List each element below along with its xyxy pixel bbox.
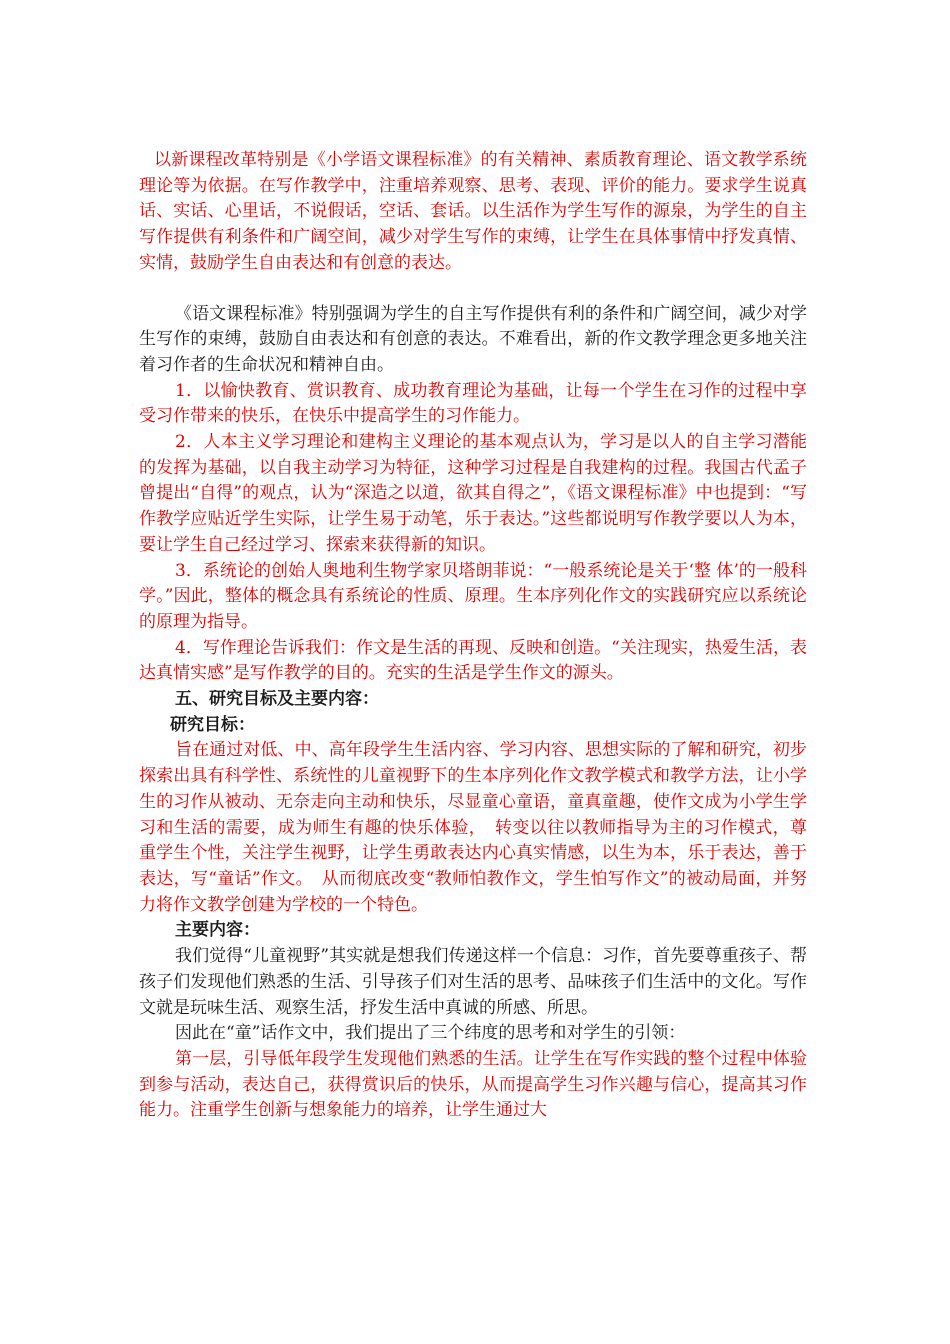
- paragraph-standard: 《语文课程标准》特别强调为学生的自主写作提供有利的条件和广阔空间，减少对学生写作的束缚，鼓励自由表达和有创意的表达。不难看出，新的作文教学理念更多地关注着习作者的生命状况和精神自由。: [139, 303, 807, 375]
- content-label: 主要内容：: [175, 920, 260, 941]
- paragraph-gap: [139, 277, 807, 302]
- list-item-3: 3．系统论的创始人奥地利生物学家贝塔朗菲说：“一般系统论是关于‘整 体’的一般科学。”因此，整体的概念具有系统论的性质、原理。生本序列化作文的实践研究应以系统论的原理为指导。: [139, 560, 807, 632]
- list-item-1: 1．以愉快教育、赏识教育、成功教育理论为基础，让每一个学生在习作的过程中享受习作带来的快乐，在快乐中提高学生的习作能力。: [139, 380, 807, 427]
- content-paragraph-1: 我们觉得“儿童视野”其实就是想我们传递这样一个信息：习作，首先要尊重孩子、帮孩子们发现他们熟悉的生活、引导孩子们对生活的思考、品味孩子们生活中的文化。写作文就是玩味生活、观察生活，抒发生活中真诚的所感、所思。: [139, 946, 807, 1018]
- goal-label: 研究目标：: [170, 714, 255, 735]
- content-paragraph-2: 因此在“童”话作文中，我们提出了三个纬度的思考和对学生的引领：: [175, 1023, 686, 1044]
- document-body: [139, 148, 807, 1124]
- section-heading: 五、研究目标及主要内容：: [175, 689, 379, 710]
- goal-text: 旨在通过对低、中、高年段学生生活内容、学习内容、思想实际的了解和研究，初步探索出具有科学性、系统性的儿童视野下的生本序列化作文教学模式和教学方法，让小学生的习作从被动、无奈走向主动和快乐，尽显童心童语，童真童趣，使作文成为小学生学习和生活的需要，成为师生有趣的快乐体验， 转变以往以教师指导为主的习作模式，尊重学生个性，关注学生视野，让学生勇敢表达内心真实情感，以生为本，乐于表达，善于表达，写“童话”作文。 从而彻底改变“教师怕教作文，学生怕写作文”的被动局面，并努力将作文教学创建为学校的一个特色。: [139, 740, 807, 915]
- list-item-2: 2．人本主义学习理论和建构主义理论的基本观点认为，学习是以人的自主学习潜能的发挥为基础，以自我主动学习为特征，这种学习过程是自我建构的过程。我国古代孟子曾提出“自得”的观点，认为“深造之以道，欲其自得之”，《语文课程标准》中也提到：“写作教学应贴近学生实际，让学生易于动笔，乐于表达。”这些都说明写作教学要以人为本，要让学生自己经过学习、探索来获得新的知识。: [139, 432, 807, 555]
- content-paragraph-3: 第一层，引导低年段学生发现他们熟悉的生活。让学生在写作实践的整个过程中体验到参与活动，表达自己，获得赏识后的快乐，从而提高学生习作兴趣与信心，提高其习作能力。注重学生创新与想象能力的培养，让学生通过大: [139, 1048, 807, 1121]
- paragraph-intro: 以新课程改革特别是《小学语文课程标准》的有关精神、素质教育理论、语文教学系统理论等为依据。在写作教学中，注重培养观察、思考、表现、评价的能力。要求学生说真话、实话、心里话，不说假话，空话、套话。以生活作为学生写作的源泉，为学生的自主写作提供有利条件和广阔空间，减少对学生写作的束缚，让学生在具体事情中抒发真情、实情，鼓励学生自由表达和有创意的表达。: [139, 150, 807, 273]
- list-item-4: 4．写作理论告诉我们：作文是生活的再现、反映和创造。“关注现实，热爱生活，表达真情实感”是写作教学的目的。充实的生活是学生作文的源头。: [139, 637, 807, 684]
